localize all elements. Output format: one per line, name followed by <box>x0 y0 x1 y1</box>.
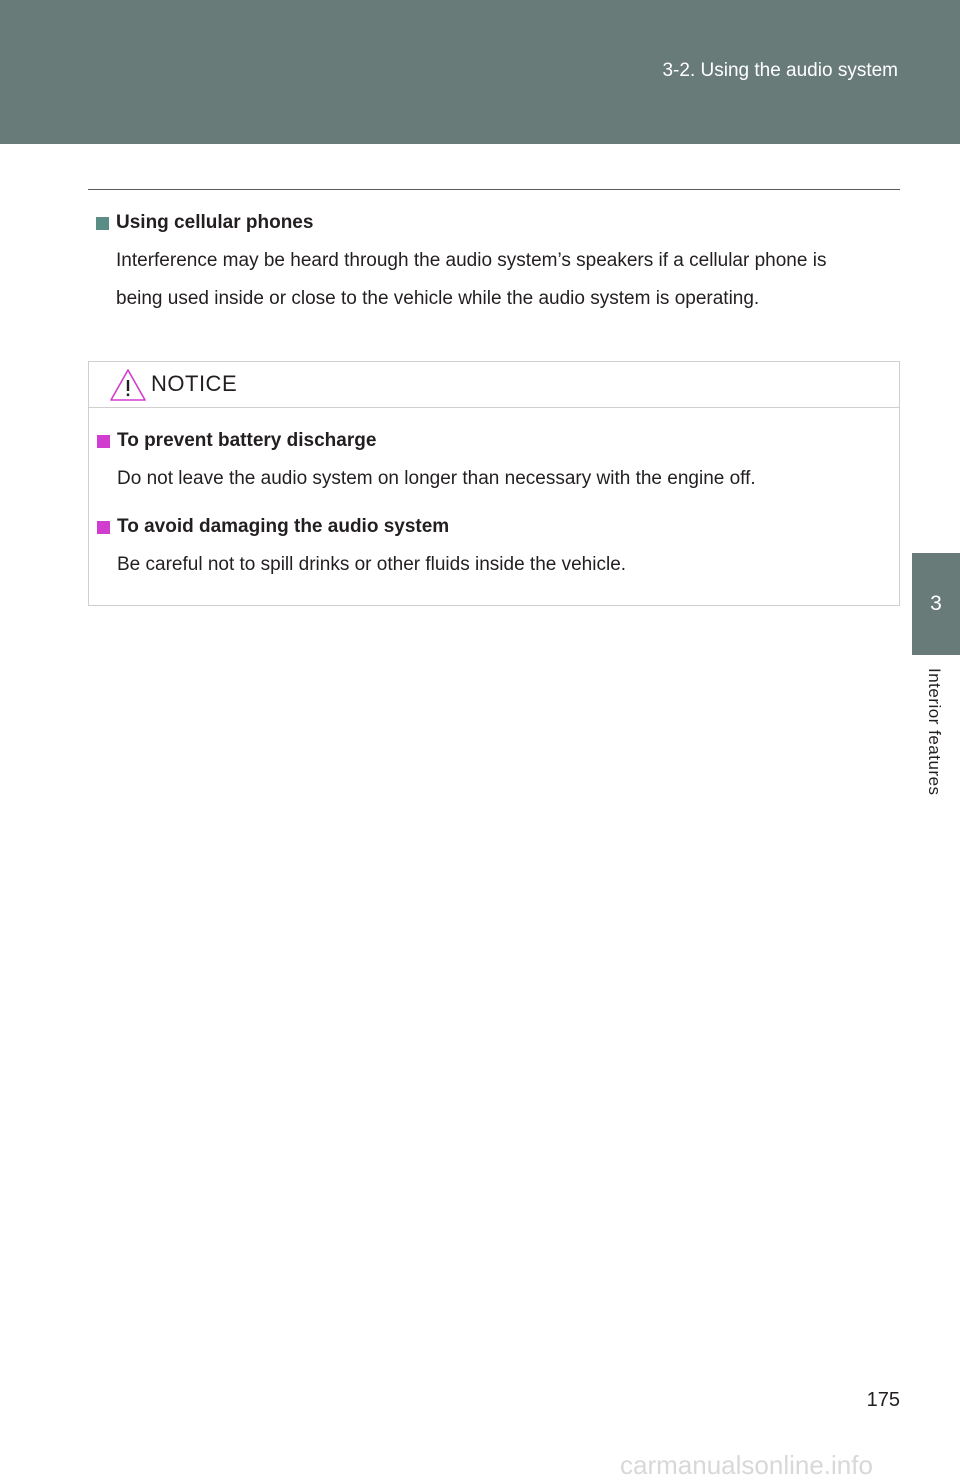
notice-title: NOTICE <box>151 371 238 396</box>
cellular-heading <box>96 210 896 236</box>
notice-header <box>89 362 899 408</box>
square-bullet-icon <box>97 435 110 448</box>
notice-item-heading <box>97 428 887 454</box>
warning-triangle-icon <box>109 367 147 408</box>
header-band <box>0 0 960 144</box>
notice-item-body: Do not leave the audio system on longer than necessary with the engine off. <box>117 468 756 489</box>
section-title: 3-2. Using the audio system <box>662 60 898 81</box>
cellular-body <box>116 242 896 318</box>
cellular-section <box>96 210 896 318</box>
square-bullet-icon <box>97 521 110 534</box>
cellular-body-line-1: Interference may be heard through the audio system’s speakers if a cellular phone is <box>116 250 827 271</box>
notice-item-heading-text: To prevent battery discharge <box>117 430 377 451</box>
chapter-label: Interior features <box>925 668 944 796</box>
cellular-body-line-2: being used inside or close to the vehicle while the audio system is operating. <box>116 288 760 309</box>
notice-item-damage <box>97 514 887 584</box>
chapter-number: 3 <box>930 592 942 615</box>
notice-item-battery <box>97 428 887 498</box>
cellular-heading-text: Using cellular phones <box>116 212 314 233</box>
divider <box>88 189 900 190</box>
page-number: 175 <box>866 1389 900 1411</box>
notice-item-heading <box>97 514 887 540</box>
watermark: carmanualsonline.info <box>620 1450 873 1480</box>
notice-item-heading-text: To avoid damaging the audio system <box>117 516 450 537</box>
square-bullet-icon <box>96 217 109 230</box>
notice-item-body: Be careful not to spill drinks or other fluids inside the vehicle. <box>117 554 627 575</box>
notice-box <box>88 361 900 606</box>
chapter-tab <box>912 553 960 655</box>
